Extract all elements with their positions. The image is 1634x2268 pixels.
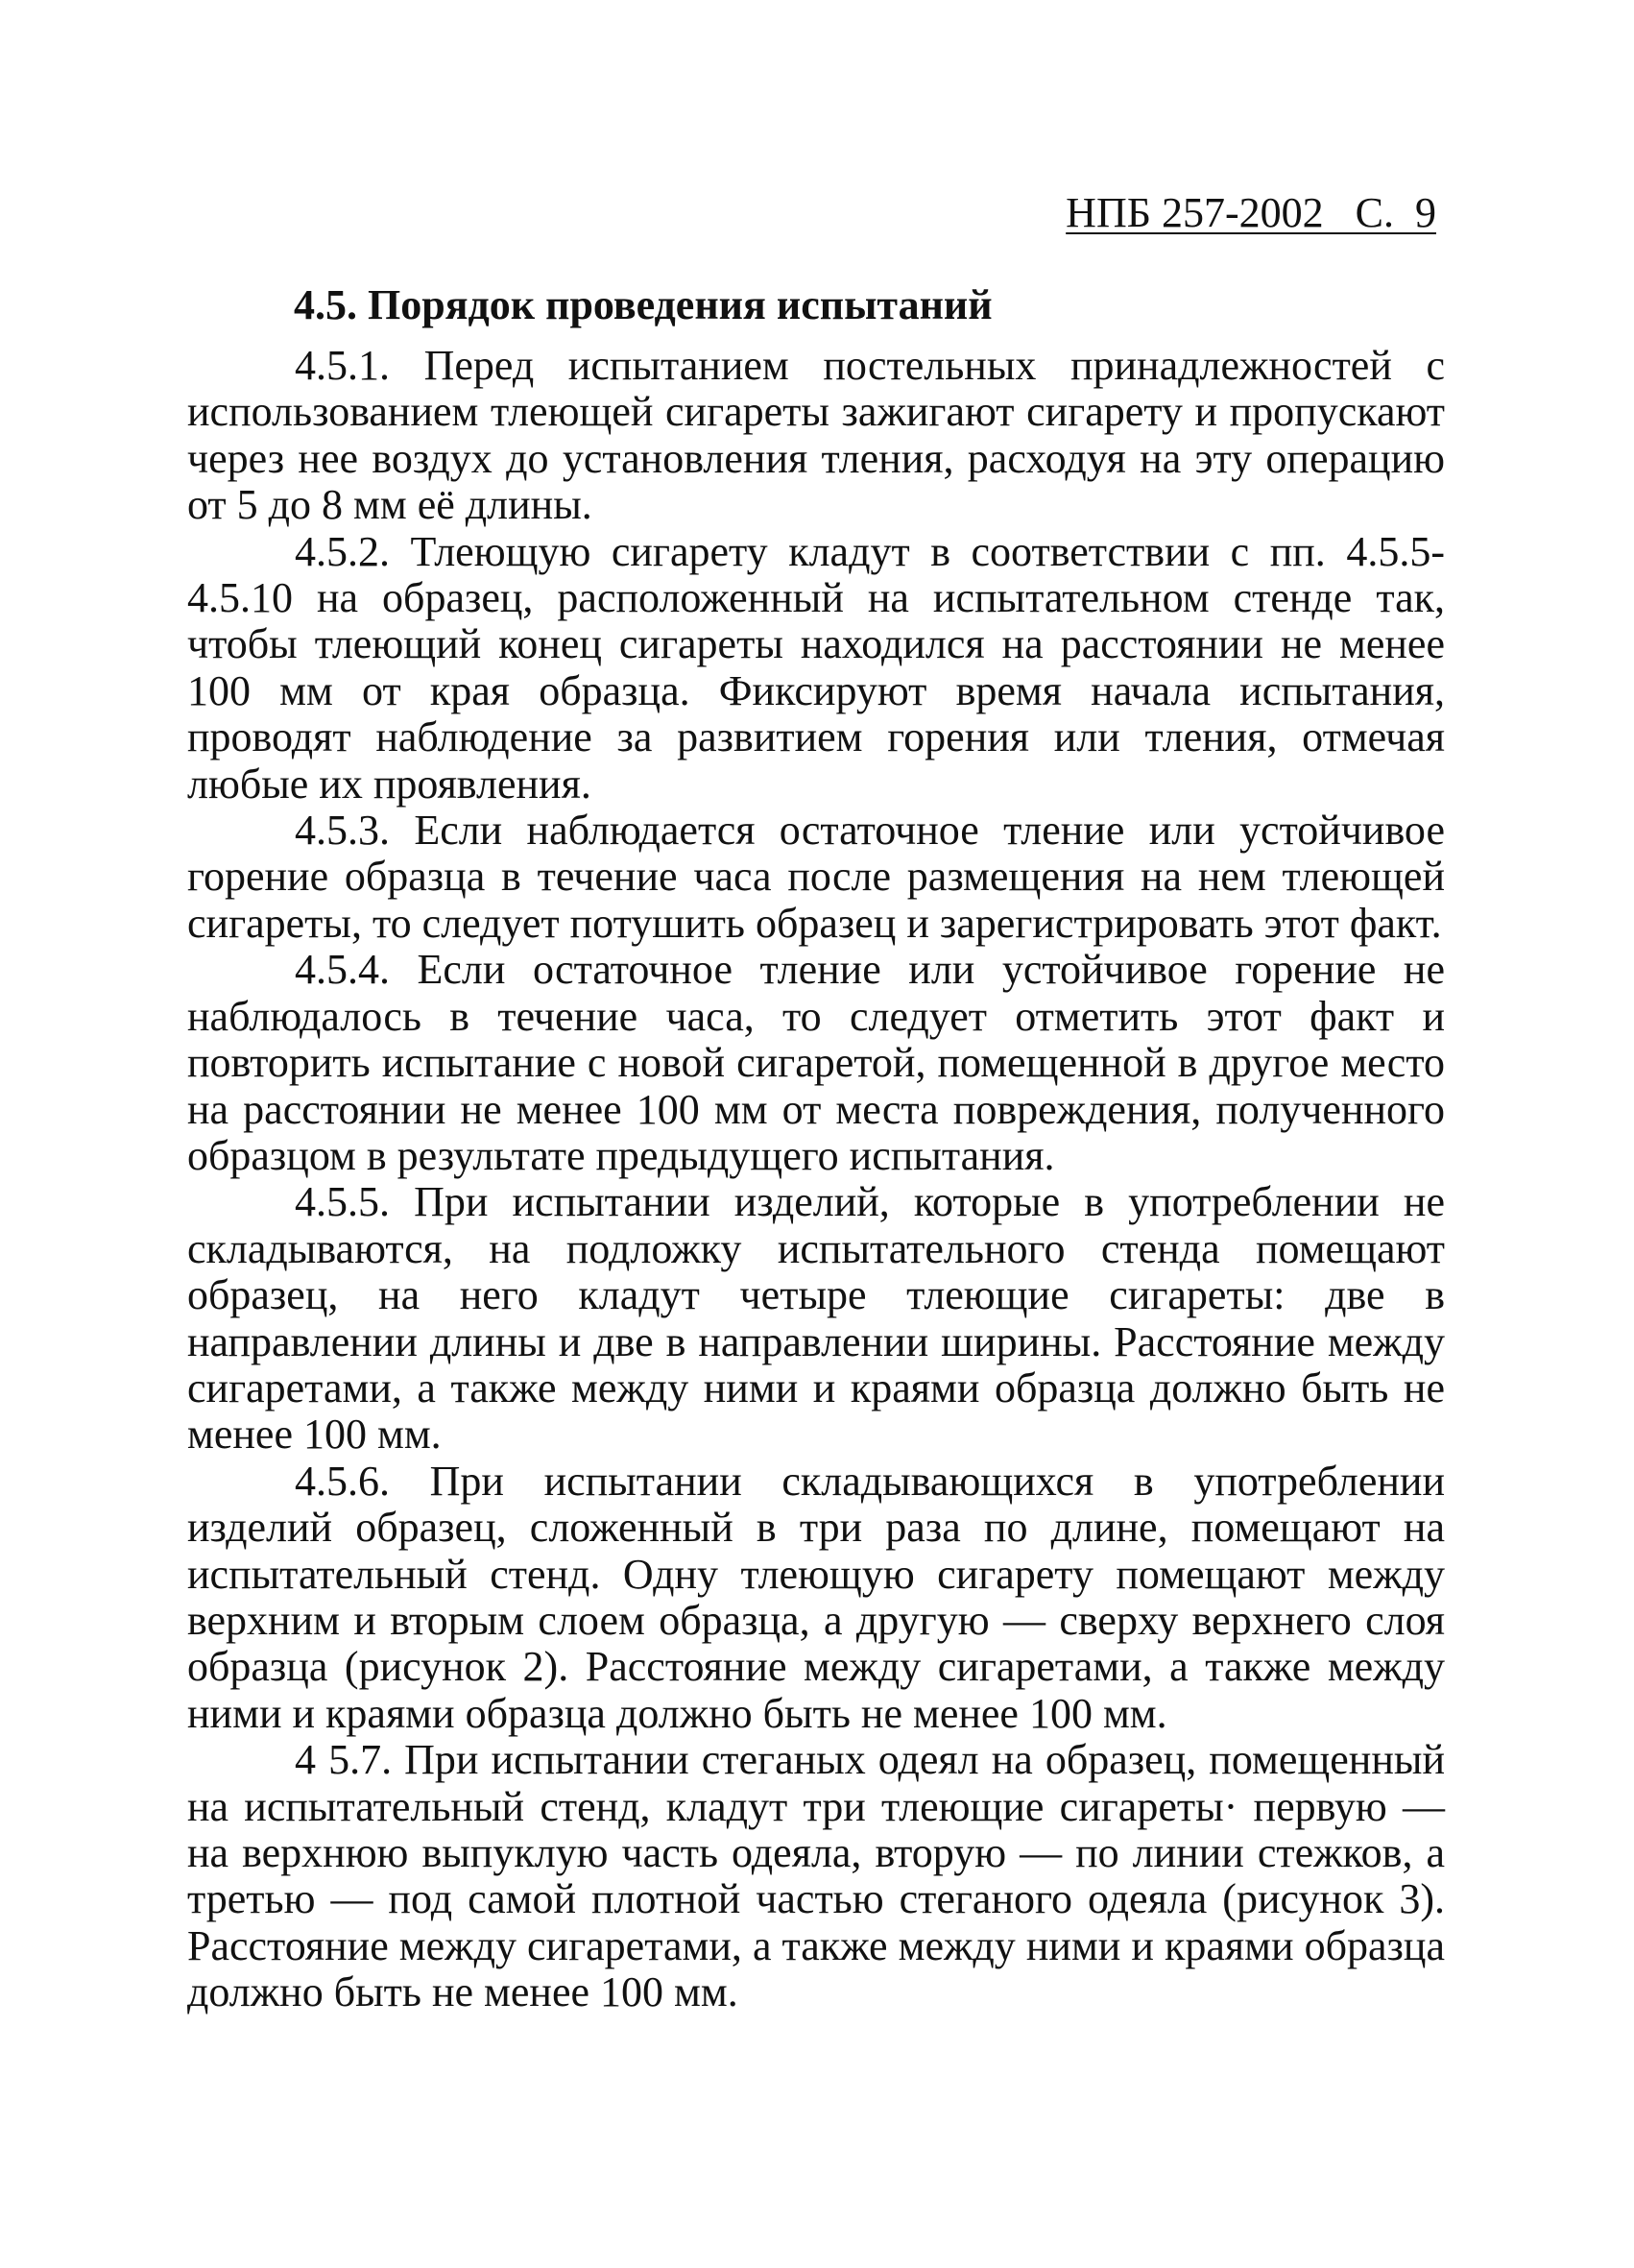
section-heading: 4.5. Порядок проведения испытаний bbox=[294, 281, 993, 328]
paragraph-4-5-3: 4.5.3. Если наблюдается остаточное тление или устойчивое горение образца в течение часа после размещения на нем тлеющей сигареты, то следует потушить образец и зарегистрировать этот факт. bbox=[187, 807, 1445, 947]
body-text bbox=[187, 343, 1445, 2016]
paragraph-4-5-6: 4.5.6. При испытании складывающихся в употреблении изделий образец, сложенный в три раза по длине, помещают на испытательный стенд. Одну тлеющую сигарету помещают между верхним и вторым слоем образца, а другую — сверху верхнего слоя образца (рисунок 2). Расстояние между сигаретами, а также между ними и краями образца должно быть не менее 100 мм. bbox=[187, 1457, 1445, 1737]
paragraph-4-5-4: 4.5.4. Если остаточное тление или устойчивое горение не наблюдалось в течение часа, то следует отметить этот факт и повторить испытание с новой сигаретой, помещенной в другое место на расстоянии не менее 100 мм от места повреждения, полученного образцом в результате предыдущего испытания. bbox=[187, 946, 1445, 1179]
paragraph-4-5-2: 4.5.2. Тлеющую сигарету кладут в соответствии с пп. 4.5.5-4.5.10 на образец, расположенный на испытательном стенде так, чтобы тлеющий конец сигареты находился на расстоянии не менее 100 мм от края образца. Фиксируют время начала испытания, проводят наблюдение за развитием горения или тления, отмечая любые их проявления. bbox=[187, 527, 1445, 808]
page-header: НПБ 257-2002 С. 9 bbox=[1066, 189, 1436, 236]
paragraph-4-5-1: 4.5.1. Перед испытанием постельных принадлежностей с использованием тлеющей сигареты зажигают сигарету и пропускают через нее воздух до установления тления, расходуя на эту операцию от 5 до 8 мм её длины. bbox=[187, 342, 1445, 529]
paragraph-4-5-5: 4.5.5. При испытании изделий, которые в употреблении не складываются, на подложку испытательного стенда помещают образец, на него кладут четыре тлеющие сигареты: две в направлении длины и две в направлении ширины. Расстояние между сигаретами, а также между ними и краями образца должно быть не менее 100 мм. bbox=[187, 1178, 1445, 1459]
paragraph-4-5-7: 4 5.7. При испытании стеганых одеял на образец, помещенный на испытательный стенд, кладут три тлеющие сигареты· первую — на верхнюю выпуклую часть одеяла, вторую — по линии стежков, а третью — под самой плотной частью стеганого одеяла (рисунок 3). Расстояние между сигаретами, а также между ними и краями образца должно быть не менее 100 мм. bbox=[187, 1736, 1445, 2016]
